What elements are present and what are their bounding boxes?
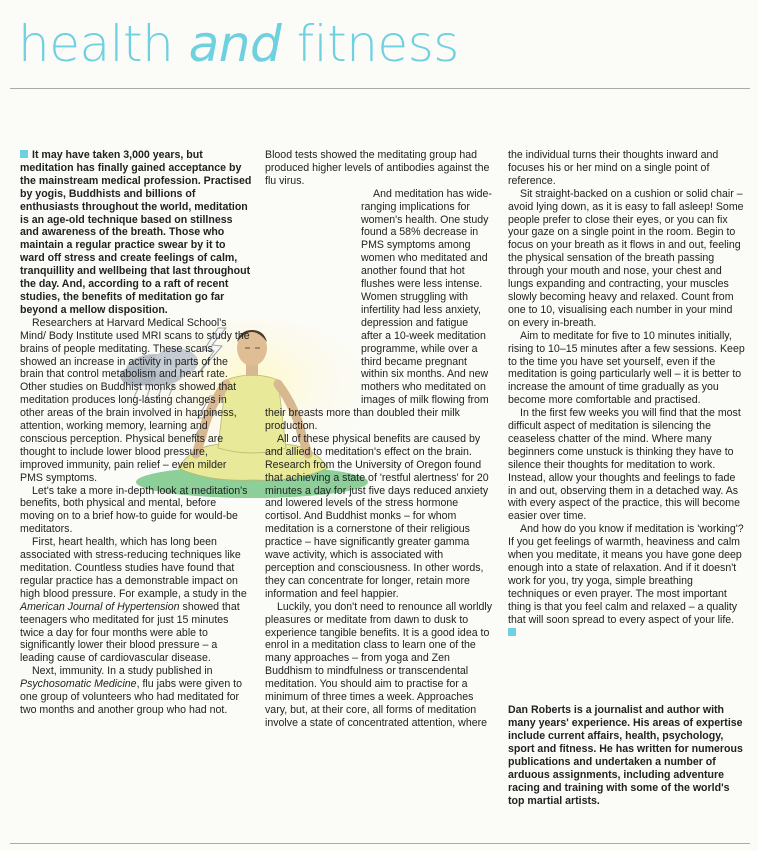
title-part-fitness: fitness [281, 15, 459, 73]
top-rule [10, 88, 750, 89]
paragraph: And how do you know if meditation is 'working'? If you get feelings of warmth, heaviness and calm when you meditate, it means you have gone deep enough into a state of relaxation. And if it doesn't work for you, try yoga, simple breathing techniques or even prayer. The most important thing is that you feel calm and relaxed – a quality that will soon spread to every aspect of your life. [508, 523, 746, 639]
paragraph: Next, immunity. In a study published in Psychosomatic Medicine, flu jabs were given to one group of volunteers who had meditated for two months and another group who had not. [20, 665, 242, 716]
paragraph: In the first few weeks you will find that the most difficult aspect of meditation is silencing the ceaseless chatter of the mind. Where many beginners come unstuck is thinking they have to silence their thoughts for meditation to work. Instead, allow your thoughts and feelings to fade in and out, observing them in a detached way. As with every aspect of the practice, this will become easier over time. [508, 407, 741, 523]
journal-name: Psychosomatic Medicine [20, 678, 137, 691]
section-title [18, 12, 459, 76]
paragraph: Researchers at Harvard Medical School's Mind/ Body Institute used MRI scans to study the brains of people meditating. These scans showed an increase in activity in parts of the brain that control metabolism and heart rate. Other studies on Buddhist monks showed that meditation produces long-lasting changes in other areas of the brain involved in happiness, attention, working memory, learning and conscious perception. Physical benefits are thought to include lower blood pressure, improved immunity, pain relief – even milder PMS symptoms. [20, 316, 250, 484]
paragraph: Aim to meditate for five to 10 minutes initially, rising to 10–15 minutes after a few sessions. Keep to the time you have set yourself, even if the meditation is going particularly well – it is better to increase the amount of time gradually as you become more comfortable and practised. [508, 329, 745, 407]
paragraph: Blood tests showed the meditating group had produced higher levels of antibodies against the flu virus. [265, 149, 490, 187]
title-part-and: and [188, 15, 282, 73]
square-bullet-icon [20, 150, 28, 158]
end-square-icon [508, 628, 516, 636]
intro-paragraph: It may have taken 3,000 years, but meditation has finally gained acceptance by the mainstream medical profession. Practised by yogis, Buddhists and billions of enthusiasts throughout the world, meditation is an age-old technique based on stillness and awareness of the breath. Those who maintain a regular practice swear by it to ward off stress and create feelings of calm, tranquillity and wellbeing that last throughout the day. And, according to a raft of recent studies, the benefits of meditation go far beyond a mellow disposition. [20, 149, 252, 316]
title-part-health: health [18, 15, 189, 73]
column-1 [20, 149, 252, 717]
paragraph: All of these physical benefits are caused by and allied to meditation's effect on the brain. Research from the University of Oregon found that achieving a state of 'restful alertness' for 20 minutes a day for just five days reduced anxiety and lowered levels of the stress hormone cortisol. And Buddhist monks – for whom meditation is a cornerstone of their religious practice – have significantly greater gamma wave activity, which is associated with perception and consciousness. In other words, they can concentrate for longer, retain more information and feel happier. [265, 432, 489, 600]
journal-name: American Journal of Hypertension [20, 600, 180, 613]
paragraph: Sit straight-backed on a cushion or solid chair – avoid lying down, as it is easy to fall asleep! Some people prefer to close their eyes, or you can fix your gaze on a single point in the room. Begin to focus on your breath as it flows in and out, feeling the physical sensation of the breath passing through your mouth and nose, your chest and lungs expanding and contracting, your muscles slowly becoming heavy and relaxed. Count from one to 10, visualising each number in your mind on every in-breath. [508, 187, 744, 329]
paragraph: Let's take a more in-depth look at meditation's benefits, both physical and mental, before moving on to a brief how-to guide for would-be meditators. [20, 484, 248, 536]
bottom-rule [10, 843, 750, 844]
wrap-spacer [265, 188, 361, 406]
paragraph: First, heart health, which has long been associated with stress-reducing techniques like meditation. Countless studies have found that regular practice has a demonstrable impact on high blood pressure. For example, a study in the American Journal of Hypertension showed that teenagers who meditated for just 15 minutes twice a day for four months were able to significantly lower their blood pressure – a leading cause of cardiovascular disease. [20, 536, 247, 665]
author-bio: Dan Roberts is a journalist and author with many years' experience. His areas of expertise include current affairs, health, psychology, sport and fitness. He has written for numerous publications and undertaken a number of arduous assignments, including adventure racing and training with some of the world's top martial artists. [508, 704, 743, 807]
paragraph: the individual turns their thoughts inward and focuses his or her mind on a single point of reference. [508, 149, 719, 187]
column-2 [265, 149, 492, 730]
column-3 [508, 149, 746, 639]
paragraph: Luckily, you don't need to renounce all worldly pleasures or meditate from dawn to dusk to experience tangible benefits. It is a good idea to enrol in a meditation class to learn one of the many approaches – from yoga and Zen Buddhism to mindfulness or transcendental meditation. You should aim to practise for a minimum of three times a week. Approaches vary, but, at their core, all forms of meditation involve a state of concentrated attention, where [265, 600, 493, 729]
paragraph: And meditation has wide-ranging implications for women's health. One study found a 58% decrease in PMS symptoms among women who meditated and another found that hot flushes were less intense. Women struggling with infertility had less anxiety, depression and fatigue after a 10-week meditation programme, while over a third became pregnant within six months. And new mothers who meditated on images of milk flowing from their breasts more than doubled their milk production. [265, 187, 492, 433]
